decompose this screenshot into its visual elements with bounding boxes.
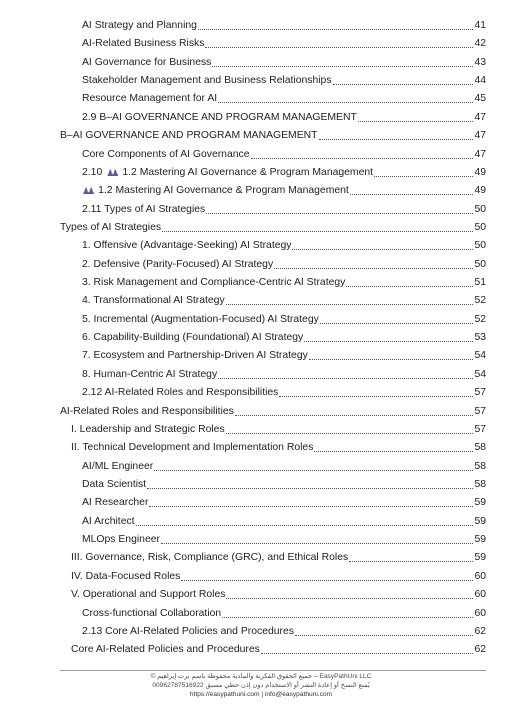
- toc-entry-page: 52: [474, 295, 486, 307]
- toc-entry-page: 43: [474, 56, 486, 68]
- dot-leader: [205, 47, 473, 48]
- toc-entry-page: 62: [474, 644, 486, 656]
- toc-entry-title: AI Researcher: [82, 497, 149, 509]
- toc-entry-title: II. Technical Development and Implementation Roles: [71, 442, 314, 454]
- toc-entry-page: 59: [474, 534, 486, 546]
- footer-links[interactable]: https://easypathuni.com | info@easypathuni.com: [189, 691, 333, 698]
- toc-entry-page: 41: [474, 20, 486, 31]
- toc-entry-page: 58: [474, 460, 486, 472]
- dot-leader: [226, 433, 474, 434]
- toc-entry[interactable]: [82, 239, 486, 252]
- toc-entry-title: AI-Related Business Risks: [82, 38, 205, 50]
- dot-leader: [374, 176, 473, 177]
- toc-entry-page: 47: [474, 111, 486, 123]
- dot-leader: [274, 268, 473, 269]
- dot-leader: [226, 598, 473, 599]
- toc-entry-title: AI/ML Engineer: [82, 460, 154, 472]
- toc-entry[interactable]: [71, 570, 486, 583]
- toc-entry-title: 7. Ecosystem and Partnership-Driven AI Strategy: [82, 350, 308, 362]
- dot-leader: [218, 102, 473, 103]
- toc-entry-page: 60: [474, 570, 486, 582]
- toc-entry-page: 57: [474, 423, 486, 435]
- toc-entry[interactable]: [82, 625, 486, 638]
- toc-entry-page: 45: [474, 93, 486, 105]
- toc-entry-title: AI Architect: [82, 515, 135, 527]
- toc-entry-page: 50: [474, 203, 486, 215]
- toc-entry-title: Stakeholder Management and Business Relationships: [82, 75, 332, 87]
- toc-entry[interactable]: [82, 331, 486, 344]
- dot-leader: [319, 139, 474, 140]
- dot-leader: [251, 158, 474, 159]
- toc-entry[interactable]: [82, 349, 486, 362]
- toc-entry-title: Cross-functional Collaboration: [82, 607, 222, 619]
- toc-entry-title: AI Strategy and Planning: [82, 20, 197, 31]
- page-footer: [0, 672, 522, 699]
- toc-entry-page: 57: [474, 387, 486, 399]
- toc-entry-page: 49: [474, 166, 486, 178]
- footer-rule: [60, 670, 486, 671]
- toc-entry-page: 50: [474, 258, 486, 270]
- toc-entry-title: Core Components of AI Governance: [82, 148, 250, 160]
- toc-entry-title: 5. Incremental (Augmentation-Focused) AI Strategy: [82, 313, 319, 325]
- dot-leader: [212, 66, 473, 67]
- toc-entry-page: 60: [474, 607, 486, 619]
- dot-leader: [154, 470, 473, 471]
- toc-entry[interactable]: [82, 276, 486, 289]
- toc-entry-page: 47: [474, 130, 486, 142]
- dot-leader: [295, 635, 473, 636]
- toc-entry[interactable]: [82, 258, 486, 271]
- dot-leader: [218, 378, 473, 379]
- toc-entry[interactable]: [82, 368, 486, 381]
- toc-entry-title: Core AI-Related Policies and Procedures: [71, 644, 260, 656]
- dot-leader: [162, 231, 473, 232]
- toc-entry-title: 2.9 B–AI GOVERNANCE AND PROGRAM MANAGEMENT: [82, 111, 357, 123]
- toc-entry-title: Types of AI Strategies: [60, 221, 162, 233]
- dot-leader: [333, 84, 474, 85]
- toc-entry[interactable]: [60, 405, 486, 418]
- toc-entry-page: 62: [474, 625, 486, 637]
- dot-leader: [358, 121, 474, 122]
- toc-entry-title: III. Governance, Risk, Compliance (GRC), and Ethical Roles: [71, 552, 349, 564]
- dot-leader: [136, 525, 474, 526]
- toc-entry-page: 59: [474, 497, 486, 509]
- reading-people-icon: ♟♟: [82, 186, 93, 197]
- dot-leader: [320, 323, 474, 324]
- footer-notice: 00962787516922 يُمنع النسخ أو إعادة النشر أو الاستخدام دون إذن خطي مسبق: [152, 682, 370, 689]
- toc-entry-page: 44: [474, 75, 486, 87]
- dot-leader: [161, 543, 473, 544]
- toc-entry-title: V. Operational and Support Roles: [71, 589, 226, 601]
- toc-entry[interactable]: [71, 423, 486, 436]
- toc-entry[interactable]: [82, 203, 486, 216]
- dot-leader: [149, 506, 473, 507]
- toc-entry-page: 59: [474, 552, 486, 564]
- toc-entry[interactable]: [82, 515, 486, 528]
- toc-entry-title: IV. Data-Focused Roles: [71, 570, 181, 582]
- dot-leader: [206, 213, 473, 214]
- toc-entry[interactable]: [82, 92, 486, 105]
- toc-entry[interactable]: [82, 496, 486, 509]
- toc-entry-page: 50: [474, 221, 486, 233]
- dot-leader: [261, 653, 474, 654]
- toc-entry[interactable]: [82, 313, 486, 326]
- toc-entry-title: 1. Offensive (Advantage-Seeking) AI Strategy: [82, 240, 292, 252]
- toc-entry-page: 60: [474, 589, 486, 601]
- toc-entry-title: Data Scientist: [82, 479, 147, 490]
- toc-entry-page: 42: [474, 38, 486, 50]
- toc-entry-title: 1.2 Mastering AI Governance & Program Management: [98, 185, 349, 197]
- dot-leader: [350, 194, 474, 195]
- toc-entry[interactable]: [82, 460, 486, 473]
- toc-entry[interactable]: [82, 19, 486, 32]
- toc-entry-title: AI Governance for Business: [82, 56, 212, 68]
- dot-leader: [235, 415, 474, 416]
- toc-entry[interactable]: [82, 37, 486, 50]
- toc-entry-title: I. Leadership and Strategic Roles: [71, 423, 225, 435]
- toc-entry-number: 2.10: [82, 166, 103, 178]
- toc-entry[interactable]: [82, 607, 486, 620]
- dot-leader: [226, 304, 474, 305]
- dot-leader: [198, 29, 473, 30]
- toc-entry[interactable]: [82, 533, 486, 546]
- toc-entry[interactable]: [82, 478, 486, 491]
- toc-entry[interactable]: [82, 166, 486, 179]
- toc-entry-title: Resource Management for AI: [82, 93, 218, 105]
- dot-leader: [314, 451, 473, 452]
- toc-entry-title: B–AI GOVERNANCE AND PROGRAM MANAGEMENT: [60, 130, 318, 142]
- toc-entry-page: 49: [474, 185, 486, 197]
- reading-people-icon: ♟♟: [106, 167, 117, 178]
- dot-leader: [292, 249, 473, 250]
- toc-entry-title: 2.11 Types of AI Strategies: [82, 203, 206, 215]
- toc-entry-title: 3. Risk Management and Compliance-Centric AI Strategy: [82, 277, 346, 289]
- toc-entry-title: 8. Human-Centric AI Strategy: [82, 368, 218, 380]
- dot-leader: [346, 286, 473, 287]
- toc-entry[interactable]: [82, 111, 486, 124]
- dot-leader: [304, 341, 473, 342]
- toc-entry[interactable]: [71, 643, 486, 656]
- toc-entry-page: 52: [474, 313, 486, 325]
- dot-leader: [309, 359, 474, 360]
- toc-entry-title: 2.13 Core AI-Related Policies and Procedures: [82, 625, 294, 637]
- toc-entry-page: 53: [474, 332, 486, 344]
- toc-entry-title: 2. Defensive (Parity-Focused) AI Strategy: [82, 258, 274, 270]
- toc-entry-page: 47: [474, 148, 486, 160]
- toc-entry-page: 51: [474, 277, 486, 289]
- toc-entry-title: 1.2 Mastering AI Governance & Program Management: [122, 166, 374, 178]
- dot-leader: [222, 617, 473, 618]
- dot-leader: [349, 561, 473, 562]
- toc-entry-page: 54: [474, 350, 486, 362]
- toc-entry[interactable]: [60, 221, 486, 234]
- toc-entry-page: 58: [474, 442, 486, 454]
- dot-leader: [279, 396, 473, 397]
- footer-copyright: © جميع الحقوق الفكرية والمادية محفوظة باسم برت إبراهيم – EasyPathUni LLC: [150, 673, 372, 680]
- toc-entry[interactable]: [71, 441, 486, 454]
- toc-entry-page: 57: [474, 405, 486, 417]
- toc-entry-page: 50: [474, 240, 486, 252]
- toc-entry[interactable]: [82, 74, 486, 87]
- toc-entry-title: 2.12 AI-Related Roles and Responsibilities: [82, 387, 279, 399]
- toc-entry-page: 58: [474, 479, 486, 490]
- toc-entry-title: MLOps Engineer: [82, 534, 160, 546]
- toc-entry[interactable]: [60, 129, 486, 142]
- toc-entry[interactable]: [71, 588, 486, 601]
- toc-entry[interactable]: [82, 294, 486, 307]
- toc-entry-title: AI-Related Roles and Responsibilities: [60, 405, 234, 417]
- toc-entry[interactable]: [82, 56, 486, 69]
- dot-leader: [181, 580, 473, 581]
- toc-entry[interactable]: [82, 386, 486, 399]
- toc-entry[interactable]: [71, 551, 486, 564]
- toc-entry-title: 4. Transformational AI Strategy: [82, 295, 225, 307]
- toc-entry-page: 59: [474, 515, 486, 527]
- dot-leader: [147, 488, 473, 489]
- toc-entry[interactable]: [82, 184, 486, 197]
- toc-entry[interactable]: [82, 148, 486, 161]
- toc-entry-page: 54: [474, 368, 486, 380]
- toc-entry-title: 6. Capability-Building (Foundational) AI Strategy: [82, 332, 304, 344]
